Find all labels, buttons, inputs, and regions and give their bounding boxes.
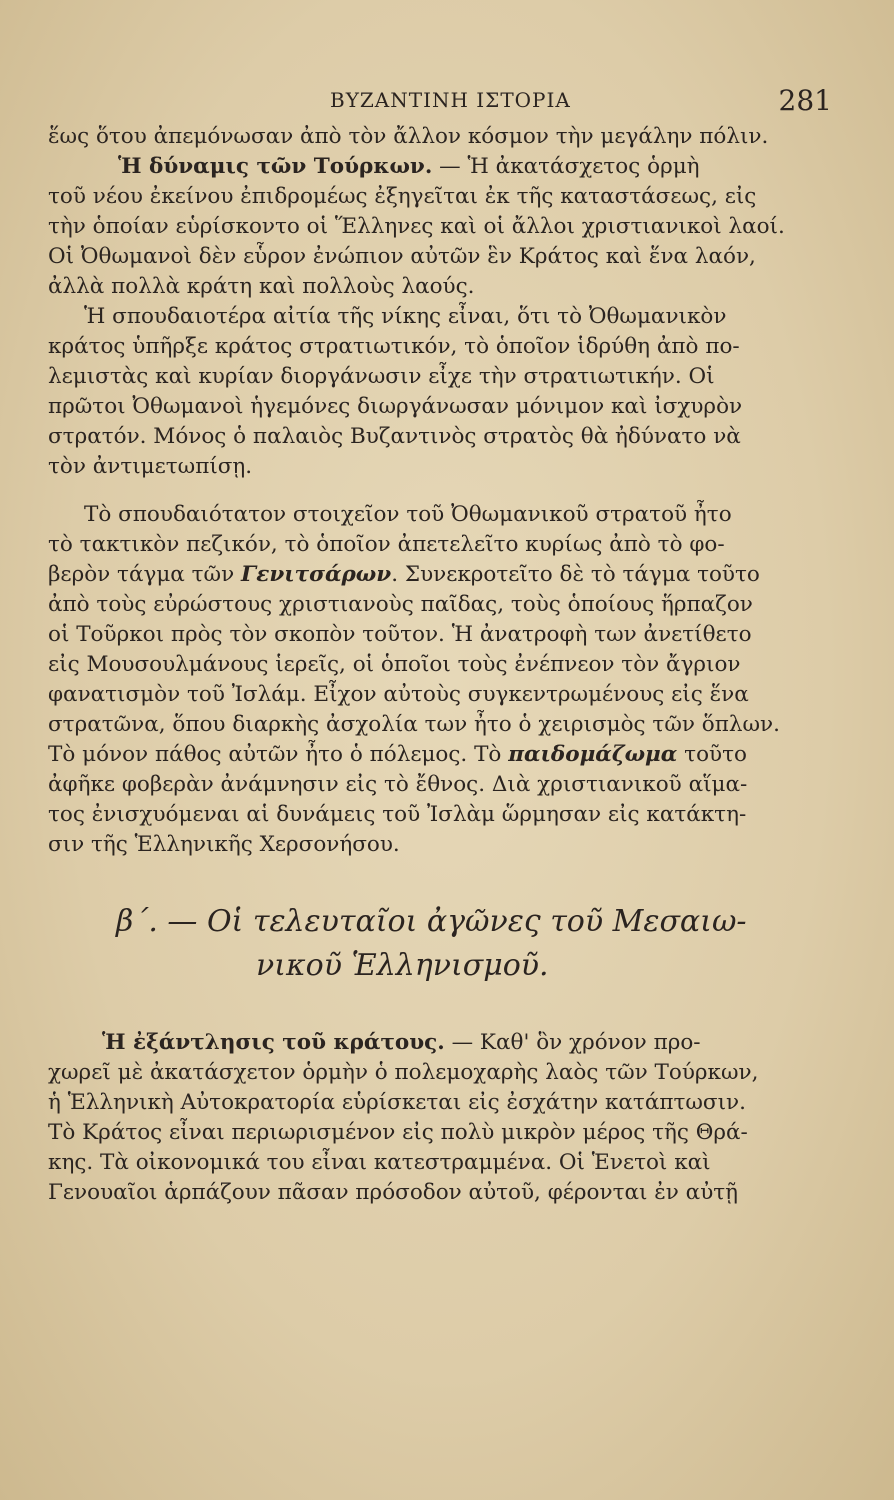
text-line	[48, 740, 828, 770]
paragraph-cause-of-victory	[48, 302, 828, 482]
paragraph-gap	[48, 482, 828, 500]
text-line: στρατόν. Μόνος ὁ παλαιὸς Βυζαντινὸς στρατὸς θὰ ἠδύνατο νὰ	[48, 424, 741, 449]
text-line: οἱ Τοῦρκοι πρὸς τὸν σκοπὸν τοῦτον. Ἡ ἀνατροφὴ των ἀνετίθετο	[48, 622, 752, 647]
section-gap	[48, 988, 828, 1028]
page-header	[330, 84, 832, 116]
text-line: τοῦ νέου ἐκείνου ἐπιδρομέως ἐξηγεῖται ἐκ τῆς καταστάσεως, εἰς	[48, 184, 757, 209]
text-line: ἀπὸ τοὺς εὐρώστους χριστιανοὺς παῖδας, τοὺς ὁποίους ἥρπαζον	[48, 592, 753, 617]
section-lead-heading: Ἡ ἐξάντλησις τοῦ κράτους.	[102, 1030, 445, 1055]
text-line: Τὸ σπουδαιότατον στοιχεῖον τοῦ Ὀθωμανικοῦ στρατοῦ ἦτο	[84, 502, 732, 527]
text-span: — Καθ' ὃν χρόνον προ-	[444, 1030, 701, 1055]
text-line: λεμιστὰς καὶ κυρίαν διοργάνωσιν εἶχε τὴν στρατιωτικήν. Οἱ	[48, 364, 715, 389]
page-number: 281	[778, 84, 832, 117]
text-line: πρῶτοι Ὀθωμανοὶ ἡγεμόνες διωργάνωσαν μόνιμον καὶ ἰσχυρὸν	[48, 394, 743, 419]
page-body	[48, 122, 828, 1208]
paragraph-intro	[48, 122, 828, 302]
text-line	[48, 152, 828, 182]
text-line: Οἱ Ὀθωμανοὶ δὲν εὗρον ἐνώπιον αὐτῶν ἓν Κράτος καὶ ἕνα λαόν,	[48, 244, 756, 269]
text-line: κράτος ὑπῆρξε κράτος στρατιωτικόν, τὸ ὁποῖον ἱδρύθη ἀπὸ πο-	[48, 334, 740, 359]
text-line: ἡ Ἑλληνικὴ Αὐτοκρατορία εὑρίσκεται εἰς ἐσχάτην κατάπτωσιν.	[48, 1090, 746, 1115]
text-line: Γενουαῖοι ἁρπάζουν πᾶσαν πρόσοδον αὐτοῦ, φέρονται ἐν αὐτῇ	[48, 1180, 739, 1205]
text-line: στρατῶνα, ὅπου διαρκὴς ἀσχολία των ἦτο ὁ χειρισμὸς τῶν ὅπλων.	[48, 712, 780, 737]
emphasis-janissaries: Γενιτσάρων	[240, 562, 392, 587]
text-span: Τὸ μόνον πάθος αὐτῶν ἦτο ὁ πόλεμος. Τὸ	[48, 742, 509, 767]
text-line	[48, 1028, 828, 1058]
text-span: — Ἡ ἀκατάσχετος ὁρμὴ	[432, 154, 700, 179]
text-line: τος ἐνισχυόμεναι αἱ δυνάμεις τοῦ Ἰσλὰμ ὥρμησαν εἰς κατάκτη-	[48, 802, 747, 827]
text-line: ἀφῆκε φοβερὰν ἀνάμνησιν εἰς τὸ ἔθνος. Διὰ χριστιανικοῦ αἵμα-	[48, 772, 748, 797]
text-line: ἕως ὅτου ἀπεμόνωσαν ἀπὸ τὸν ἄλλον κόσμον τὴν μεγάλην πόλιν.	[48, 124, 769, 149]
text-line: τὴν ὁποίαν εὑρίσκοντο οἱ Ἕλληνες καὶ οἱ ἄλλοι χριστιανικοὶ λαοί.	[48, 214, 785, 239]
text-line: φανατισμὸν τοῦ Ἰσλάμ. Εἶχον αὐτοὺς συγκεντρωμένους εἰς ἕνα	[48, 682, 749, 707]
text-line: σιν τῆς Ἑλληνικῆς Χερσονήσου.	[48, 832, 400, 857]
text-line: Τὸ Κράτος εἶναι περιωρισμένον εἰς πολὺ μικρὸν μέρος τῆς Θρά-	[48, 1120, 748, 1145]
section-lead-heading: Ἡ δύναμις τῶν Τούρκων.	[118, 154, 433, 179]
text-line: τὸν ἀντιμετωπίσῃ.	[48, 454, 253, 479]
emphasis-devshirme: παιδομάζωμα	[508, 742, 678, 767]
text-line: χωρεῖ μὲ ἀκατάσχετον ὁρμὴν ὁ πολεμοχαρὴς λαὸς τῶν Τούρκων,	[48, 1060, 759, 1085]
text-span: . Συνεκροτεῖτο δὲ τὸ τάγμα τοῦτο	[391, 562, 760, 587]
text-line: εἰς Μουσουλμάνους ἱερεῖς, οἱ ὁποῖοι τοὺς ἐνέπνεον τὸν ἄγριον	[48, 652, 741, 677]
section-gap	[48, 860, 828, 900]
paragraph-janissaries	[48, 500, 828, 860]
text-line: τὸ τακτικὸν πεζικόν, τὸ ὁποῖον ἀπετελεῖτο κυρίως ἀπὸ τὸ φο-	[48, 532, 725, 557]
text-span: τοῦτο	[677, 742, 747, 767]
paragraph-exhaustion	[48, 1028, 828, 1208]
text-line	[48, 560, 828, 590]
section-heading	[48, 900, 828, 988]
text-line: ἀλλὰ πολλὰ κράτη καὶ πολλοὺς λαούς.	[48, 274, 475, 299]
section-heading-line: νικοῦ Ἑλληνισμοῦ.	[256, 948, 549, 983]
text-line: Ἡ σπουδαιοτέρα αἰτία τῆς νίκης εἶναι, ὅτι τὸ Ὀθωμανικὸν	[84, 304, 727, 329]
running-head: ΒΥΖΑΝΤΙΝΗ ΙΣΤΟΡΙΑ	[330, 88, 571, 112]
text-span: βερὸν τάγμα τῶν	[48, 562, 241, 587]
text-line: κης. Τὰ οἰκονομικά του εἶναι κατεστραμμένα. Οἱ Ἑνετοὶ καὶ	[48, 1150, 711, 1175]
section-heading-line: β΄. — Οἱ τελευταῖοι ἀγῶνες τοῦ Μεσαιω-	[116, 904, 747, 939]
